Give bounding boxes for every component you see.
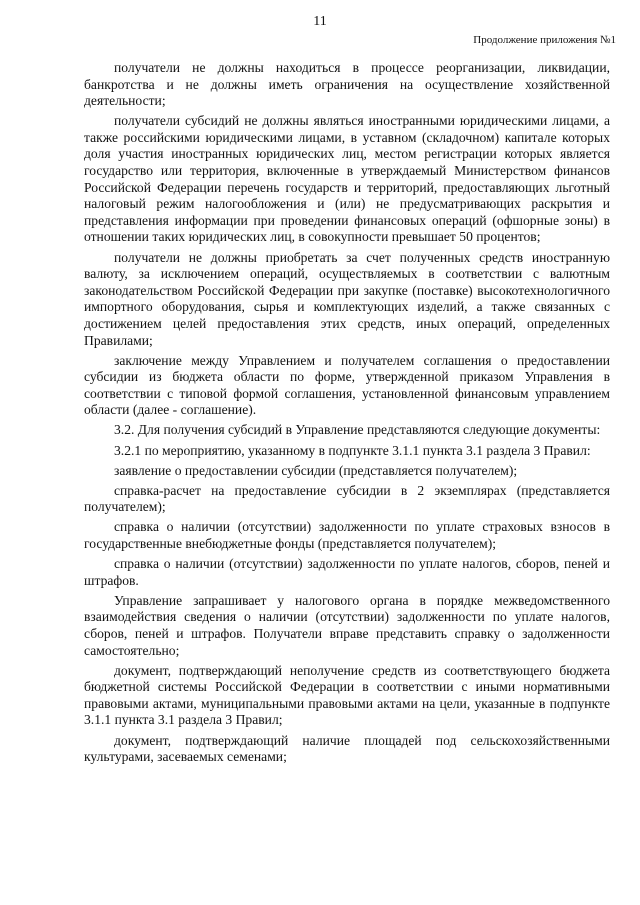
page-number: 11 — [313, 14, 327, 29]
paragraph: получатели не должны приобретать за счет полученных средств иностранную валюту, за исключением операций, осуществляемых в соответствии с валютным законодательством Российской Федерации при закупке (поставке) высокотехнологичного импортного оборудования, сырья и комплектующих изделий, а также связанных с достижением целей предоставления этих средств, иных операций, определенных Правилами; — [84, 249, 610, 348]
paragraph: справка о наличии (отсутствии) задолженности по уплате страховых взносов в государственные внебюджетные фонды (представляется получателем); — [84, 519, 610, 552]
appendix-continuation-note: Продолжение приложения №1 — [473, 34, 616, 46]
paragraph: справка о наличии (отсутствии) задолженности по уплате налогов, сборов, пеней и штрафов. — [84, 556, 610, 588]
paragraph: получатели не должны находиться в процессе реорганизации, ликвидации, банкротства и не должны иметь ограничения на осуществление хозяйственной деятельности; — [84, 60, 610, 109]
paragraph: 3.2. Для получения субсидий в Управление представляются следующие документы: — [114, 422, 601, 438]
paragraph: документ, подтверждающий наличие площадей под сельскохозяйственными культурами, засеваемых семенами; — [84, 732, 610, 765]
paragraph: заявление о предоставлении субсидии (представляется получателем); — [114, 462, 518, 478]
paragraph: заключение между Управлением и получателем соглашения о предоставлении субсидии из бюджета области по форме, утвержденной приказом Управления в соответствии с типовой формой соглашения, установленной финансовым управлением области (далее - соглашение). — [84, 352, 610, 418]
paragraph: справка-расчет на предоставление субсидии в 2 экземплярах (представляется получателем); — [84, 482, 610, 515]
paragraph: документ, подтверждающий неполучение средств из соответствующего бюджета бюджетной системы Российской Федерации в соответствии с иными нормативными правовыми актами, муниципальными правовыми актами на цели, указанные в подпункте 3.1.1 пункта 3.1 раздела 3 Правил; — [84, 662, 610, 728]
paragraph: 3.2.1 по мероприятию, указанному в подпункте 3.1.1 пункта 3.1 раздела 3 Правил: — [114, 442, 591, 458]
paragraph: получатели субсидий не должны являться иностранными юридическими лицами, а также российскими юридическими лицами, в уставном (складочном) капитале которых доля участия иностранных юридических лиц, местом регистрации которых является государство или территория, включенные в утверждаемый Министерством финансов Российской Федерации перечень государств и территорий, предоставляющих льготный налоговый режим налогообложения и (или) не предусматривающих раскрытия и представления информации при проведении финансовых операций (офшорные зоны) в отношении таких юридических лиц, в совокупности превышает 50 процентов; — [84, 113, 610, 245]
paragraph: Управление запрашивает у налогового органа в порядке межведомственного взаимодействия сведения о наличии (отсутствии) задолженности по уплате налогов, сборов, пеней и штрафов. Получатели вправе представить справку о задолженности самостоятельно; — [84, 592, 610, 658]
body-text — [84, 60, 610, 769]
